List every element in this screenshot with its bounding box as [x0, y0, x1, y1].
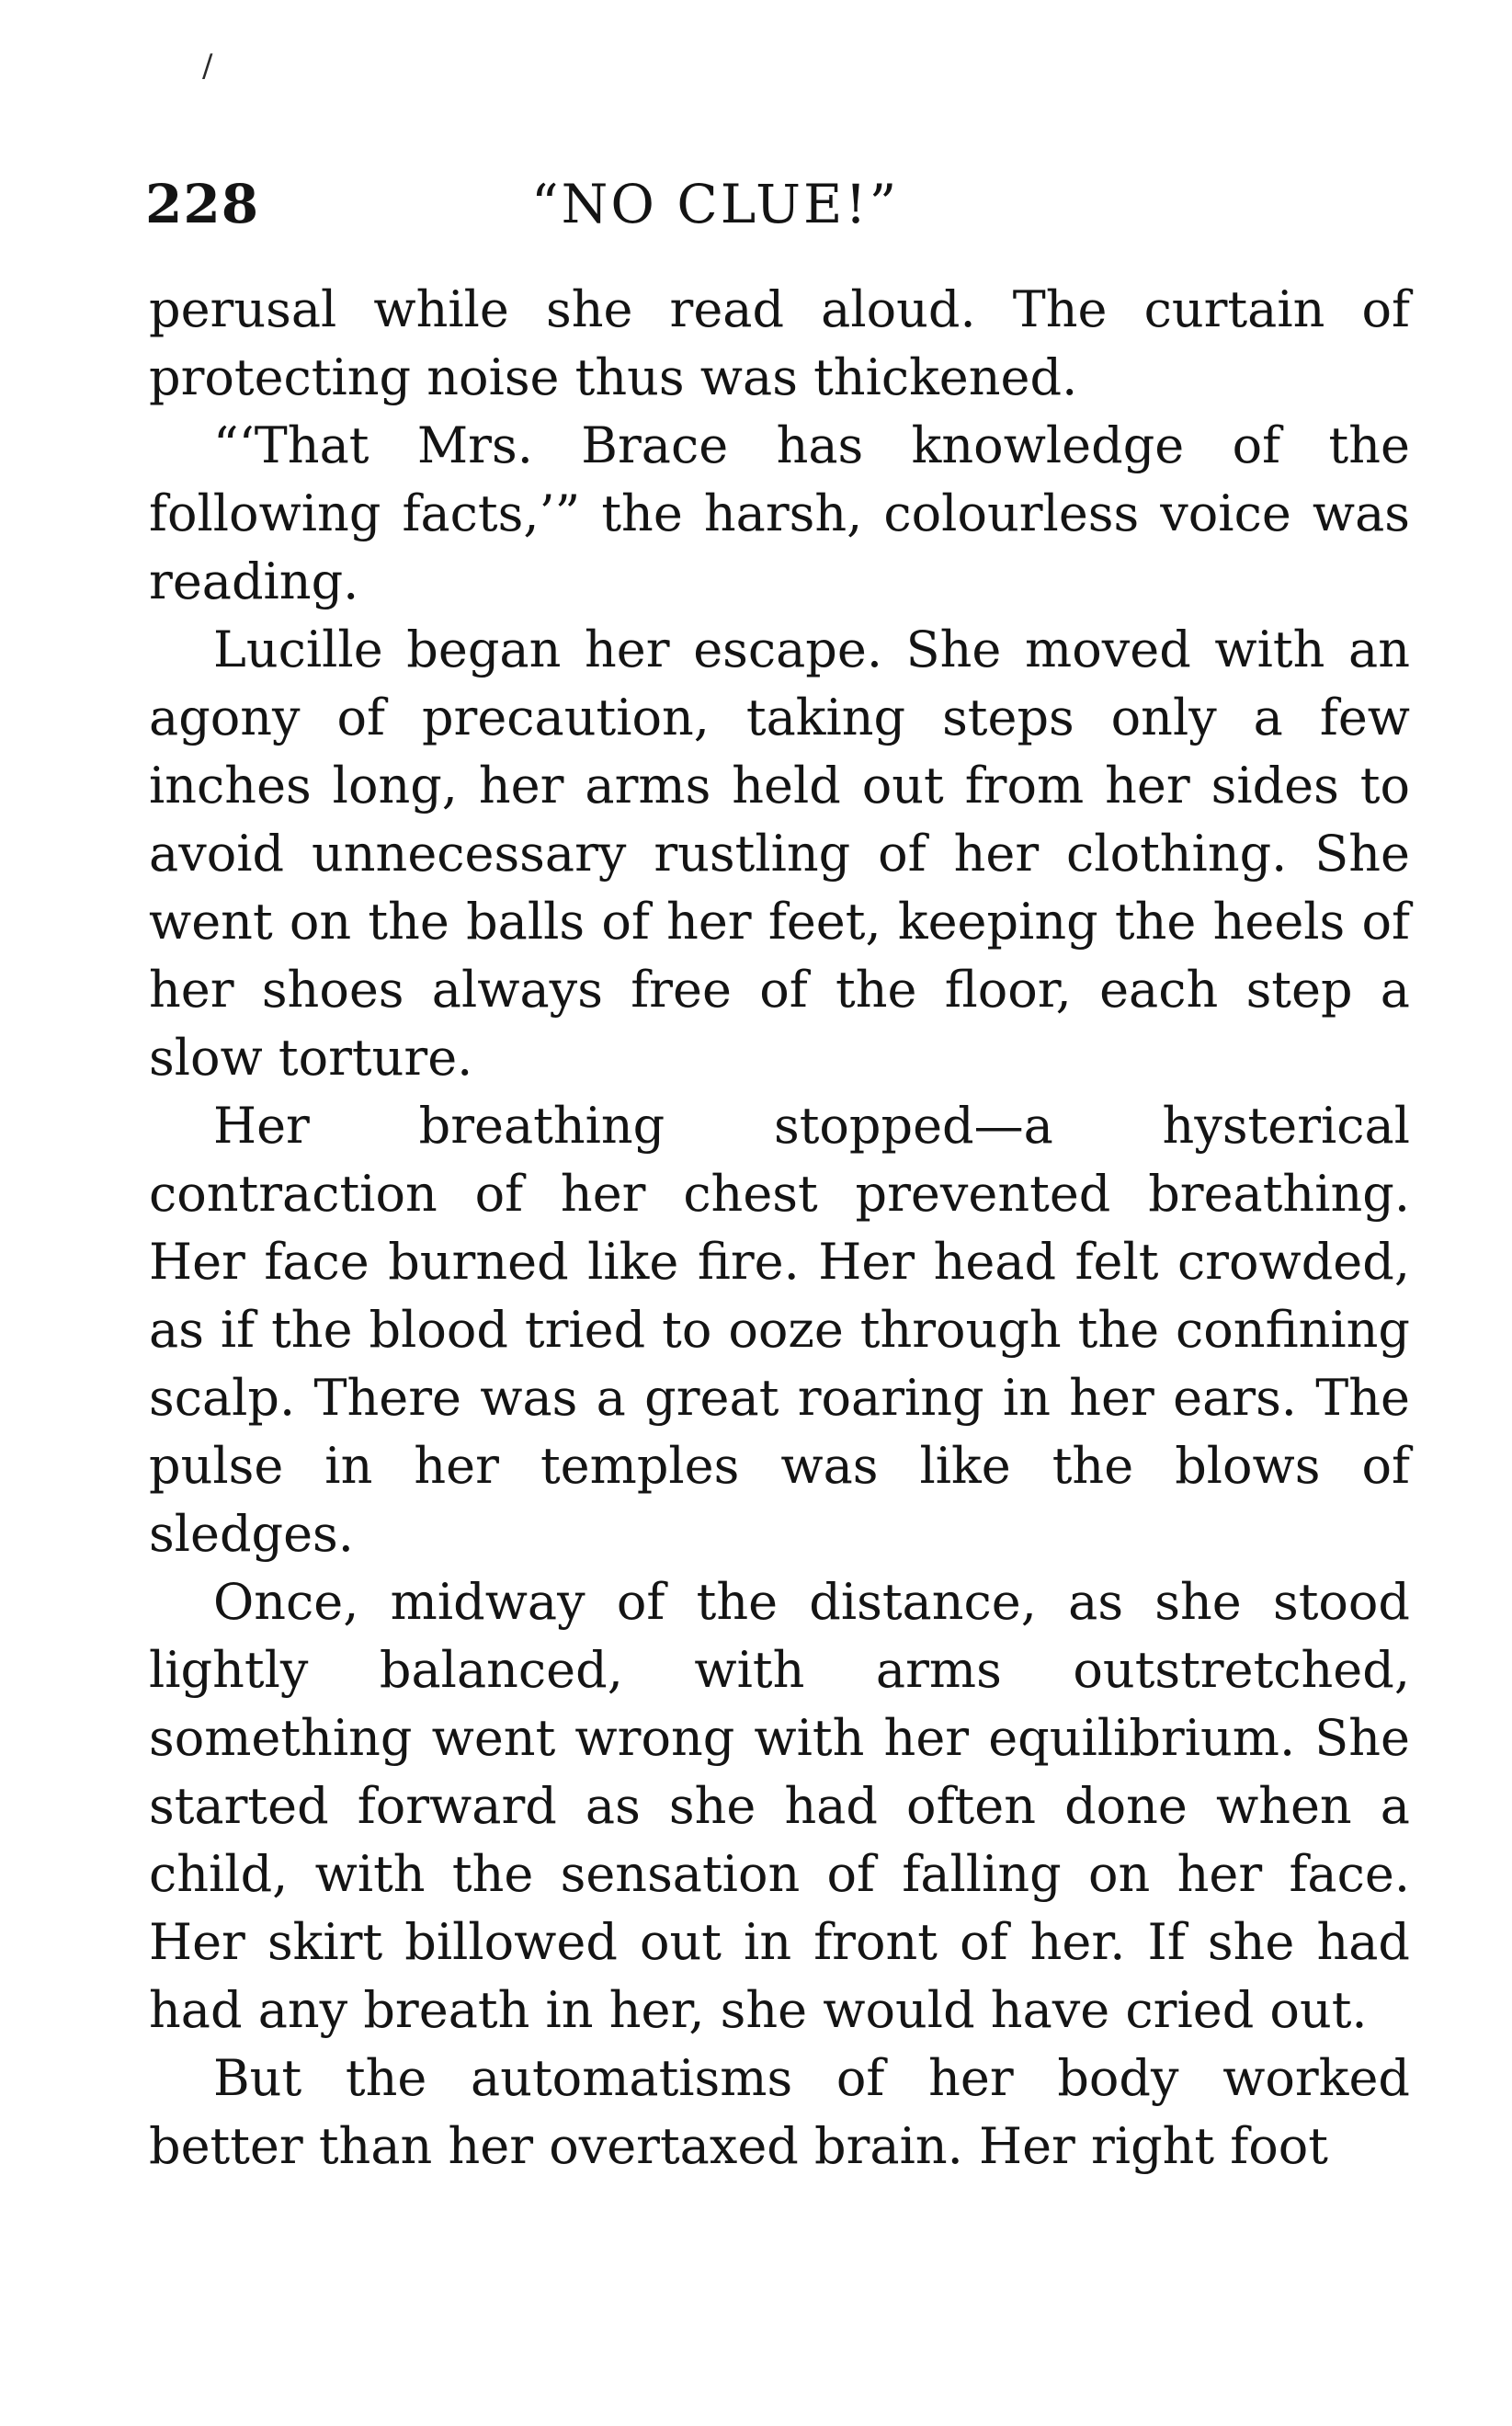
paragraph-midway: Once, midway of the distance, as she stood lightly balanced, with arms outstretched, something went wrong with her equilibrium. She started forward as she had often done when a child, with the sensation of falling on her face. Her skirt billowed out in front of her. If she had had any breath in her, she would have cried out.	[149, 1573, 1410, 2039]
paragraph-quote: “‘That Mrs. Brace has knowledge of the following facts,’” the harsh, colourless voice was reading.	[149, 416, 1410, 610]
running-title: “NO CLUE!”	[531, 173, 900, 235]
paragraph-escape: Lucille began her escape. She moved with an agony of precaution, taking steps only a few inches long, her arms held out from her sides to avoid unnecessary rustling of her clothing. She went on the balls of her feet, keeping the heels of her shoes always free of the floor, each step a slow torture.	[149, 621, 1410, 1087]
paragraph-breathing: Her breathing stopped—a hysterical contraction of her chest prevented breathing. Her face burned like fire. Her head felt crowded, as if the blood tried to ooze through the confining scalp. There was a great roaring in her ears. The pulse in her temples was like the blows of sledges.	[149, 1097, 1410, 1563]
paragraph-continuation: perusal while she read aloud. The curtain of protecting noise thus was thickened.	[149, 280, 1410, 406]
page-number: 228	[145, 173, 260, 235]
paragraph-automatisms: But the automatisms of her body worked better than her overtaxed brain. Her right foot	[149, 2049, 1410, 2175]
body-text	[149, 276, 1410, 2181]
page-header	[145, 173, 1406, 246]
stray-mark: /	[202, 48, 213, 85]
